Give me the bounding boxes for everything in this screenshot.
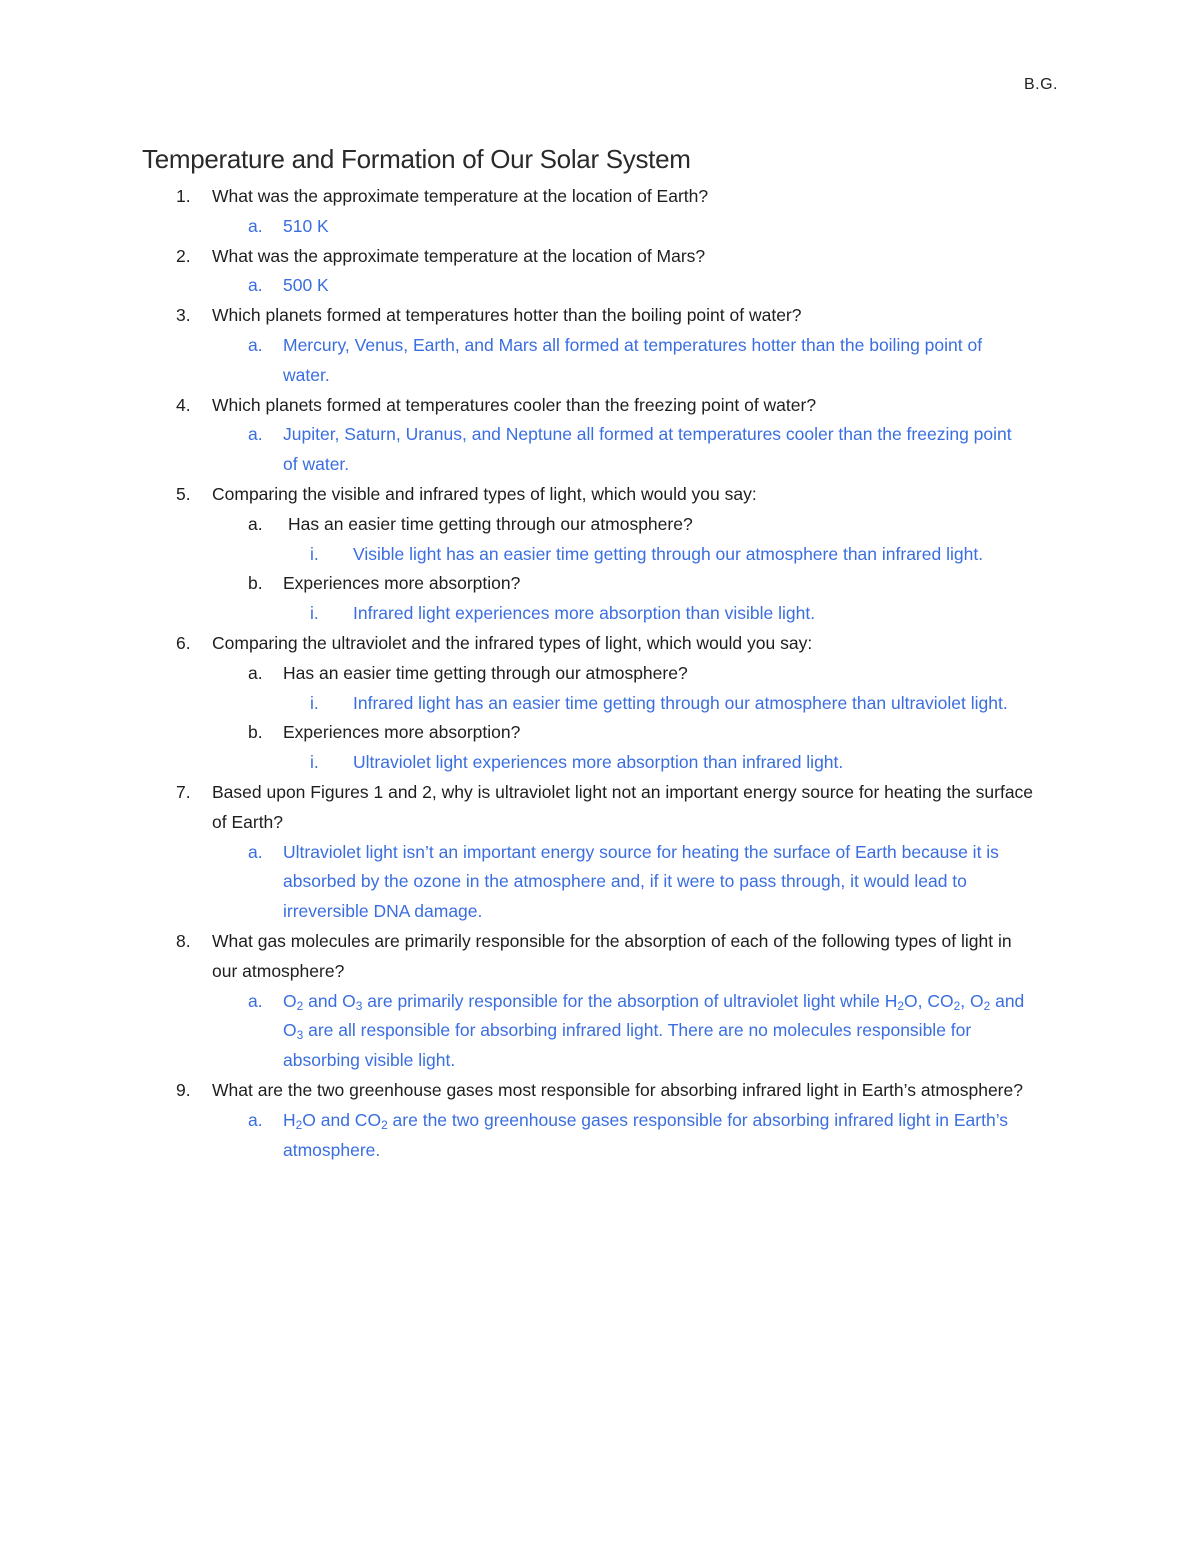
formula-text: O and CO [302, 1109, 382, 1130]
subquestion-text: Has an easier time getting through our atmosphere? [283, 662, 688, 683]
answer-3 [0, 331, 1200, 361]
document-title: Temperature and Formation of Our Solar System [142, 144, 691, 174]
answer-text: Infrared light has an easier time getting through our atmosphere than ultraviolet light. [353, 692, 1008, 713]
answer-text: 500 K [283, 275, 329, 296]
answer-marker: a. [248, 990, 263, 1011]
question-number: 2. [176, 245, 191, 266]
question-text: Comparing the ultraviolet and the infrared types of light, which would you say: [212, 632, 813, 653]
answer-9 [0, 1106, 1200, 1136]
formula-text: H [283, 1109, 296, 1130]
answer-2 [0, 271, 1200, 301]
answer-marker: a. [248, 1109, 263, 1130]
question-number: 3. [176, 305, 191, 326]
answer-7-continued [0, 867, 1200, 897]
answer-text: atmosphere. [283, 1139, 381, 1160]
answer-text: Ultraviolet light experiences more absorption than infrared light. [353, 752, 844, 773]
question-text: Which planets formed at temperatures hotter than the boiling point of water? [212, 305, 802, 326]
question-number: 4. [176, 394, 191, 415]
answer-8 [0, 987, 1200, 1017]
answer-text [283, 1106, 1008, 1136]
formula-text: O, CO [904, 990, 954, 1011]
question-7-continued [0, 808, 1200, 838]
subquestion-6a [0, 659, 1200, 689]
question-8 [0, 927, 1200, 957]
question-text: What gas molecules are primarily responsible for the absorption of each of the following types of light in [212, 930, 1012, 951]
answer-7 [0, 838, 1200, 868]
question-8-continued [0, 957, 1200, 987]
answer-text: Infrared light experiences more absorption than visible light. [353, 603, 816, 624]
subscript: 2 [953, 998, 961, 1013]
subscript: 2 [296, 998, 304, 1013]
subquestion-text: Has an easier time getting through our atmosphere? [288, 513, 693, 534]
author-initials: B.G. [1023, 76, 1058, 93]
formula-text: , O [960, 990, 984, 1011]
answer-marker: a. [248, 334, 263, 355]
subscript: 2 [983, 998, 991, 1013]
subscript: 2 [897, 998, 905, 1013]
answer-marker: i. [310, 543, 319, 564]
answer-text: absorbing visible light. [283, 1050, 456, 1071]
subquestion-6b [0, 718, 1200, 748]
answer-marker: a. [248, 424, 263, 445]
answer-text: Mercury, Venus, Earth, and Mars all formed at temperatures hotter than the boiling point of [283, 334, 983, 355]
question-5 [0, 480, 1200, 510]
subquestion-text: Experiences more absorption? [283, 573, 521, 594]
question-text: of Earth? [212, 811, 284, 832]
question-text: Comparing the visible and infrared types of light, which would you say: [212, 483, 757, 504]
answer-text [283, 987, 1024, 1017]
question-number: 9. [176, 1079, 191, 1100]
answer-1 [0, 212, 1200, 242]
formula-text: O [283, 1020, 297, 1041]
question-text: our atmosphere? [212, 960, 345, 981]
question-text: Which planets formed at temperatures cooler than the freezing point of water? [212, 394, 817, 415]
subquestion-marker: b. [248, 722, 263, 743]
subquestion-5b [0, 569, 1200, 599]
subscript: 2 [295, 1117, 303, 1132]
question-text: What was the approximate temperature at the location of Mars? [212, 245, 706, 266]
question-number: 7. [176, 781, 191, 802]
answer-8-continued [0, 1046, 1200, 1076]
question-9 [0, 1076, 1200, 1106]
question-6 [0, 629, 1200, 659]
answer-text: Visible light has an easier time getting through our atmosphere than infrared light. [353, 543, 984, 564]
answer-4-continued [0, 450, 1200, 480]
question-text: What was the approximate temperature at the location of Earth? [212, 186, 709, 206]
answer-5a [0, 540, 1200, 570]
answer-6b [0, 748, 1200, 778]
question-number: 5. [176, 483, 191, 504]
answer-text [283, 1016, 971, 1046]
answer-text: Ultraviolet light isn’t an important energy source for heating the surface of Earth because it is [283, 841, 999, 862]
question-3 [0, 301, 1200, 331]
answer-marker: a. [248, 275, 263, 296]
question-2 [0, 242, 1200, 272]
answer-7-continued [0, 897, 1200, 927]
question-number: 1. [176, 186, 191, 206]
answer-3-continued [0, 361, 1200, 391]
answer-marker: a. [248, 841, 263, 862]
answer-5b [0, 599, 1200, 629]
answer-text: water. [283, 364, 330, 385]
answer-marker: a. [248, 215, 263, 236]
answer-4 [0, 420, 1200, 450]
subquestion-marker: a. [248, 513, 263, 534]
answer-fragment: and [990, 990, 1025, 1011]
answer-marker: i. [310, 603, 319, 624]
answer-text: of water. [283, 454, 350, 475]
subscript: 3 [355, 998, 363, 1013]
answer-9-continued [0, 1136, 1200, 1166]
question-4 [0, 391, 1200, 421]
formula-text: and O [303, 990, 356, 1011]
subquestion-text: Experiences more absorption? [283, 722, 521, 743]
subscript: 2 [381, 1117, 388, 1132]
question-number: 8. [176, 930, 191, 951]
answer-text: absorbed by the ozone in the atmosphere and, if it were to pass through, it would lead to [283, 871, 967, 892]
question-text: Based upon Figures 1 and 2, why is ultraviolet light not an important energy source for heating the surface [212, 781, 1034, 802]
answer-6a [0, 689, 1200, 719]
subquestion-marker: a. [248, 662, 263, 683]
answer-fragment: are primarily responsible for the absorption of ultraviolet light while H [362, 990, 898, 1011]
answer-marker: i. [310, 752, 319, 773]
answer-8-continued [0, 1016, 1200, 1046]
answer-text: irreversible DNA damage. [283, 901, 483, 922]
question-number: 6. [176, 632, 191, 653]
question-list [0, 182, 1200, 1165]
question-text: What are the two greenhouse gases most responsible for absorbing infrared light in Earth’s atmosphere? [212, 1079, 1023, 1100]
subquestion-5a [0, 510, 1200, 540]
subquestion-marker: b. [248, 573, 263, 594]
subscript: 3 [296, 1028, 304, 1043]
answer-marker: i. [310, 692, 319, 713]
answer-text: Jupiter, Saturn, Uranus, and Neptune all formed at temperatures cooler than the freezing point [283, 424, 1012, 445]
formula-text: O [283, 990, 297, 1011]
question-7 [0, 778, 1200, 808]
question-1 [0, 182, 1200, 212]
answer-fragment: are all responsible for absorbing infrared light. There are no molecules responsible for [303, 1020, 972, 1041]
answer-fragment: are the two greenhouse gases responsible for absorbing infrared light in Earth’s [387, 1109, 1009, 1130]
answer-text: 510 K [283, 215, 329, 236]
